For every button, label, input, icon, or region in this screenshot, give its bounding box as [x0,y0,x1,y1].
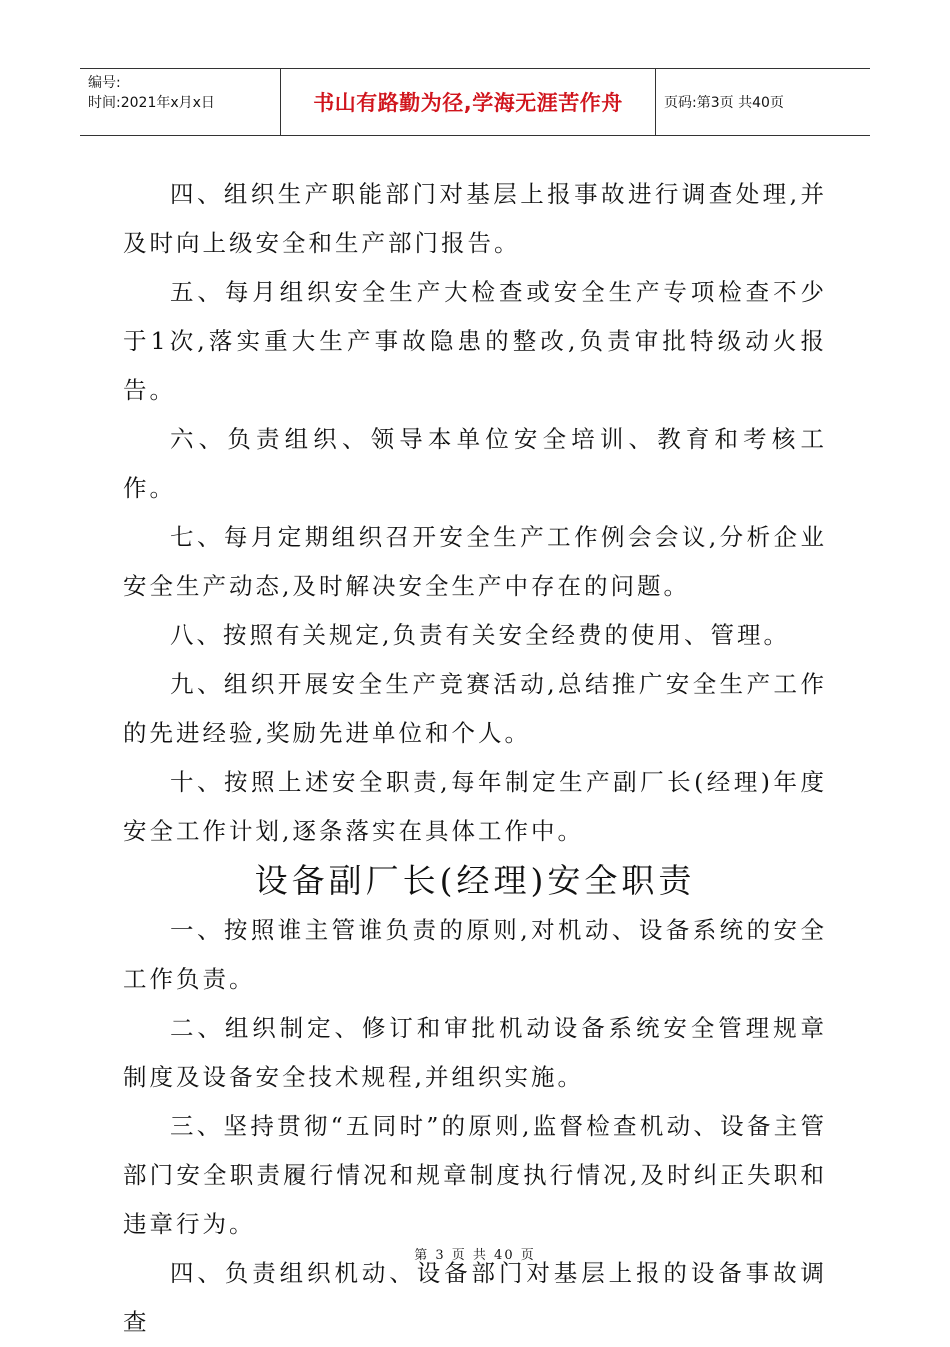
paragraph: 八、按照有关规定,负责有关安全经费的使用、管理。 [170,621,790,649]
header-meta [80,69,281,135]
paragraph: 三、坚持贯彻“五同时”的原则,监督检查机动、设备主管部门安全职责履行情况和规章制度执行情况,及时纠正失职和违章行为。 [123,1112,827,1238]
paragraph: 九、组织开展安全生产竞赛活动,总结推广安全生产工作的先进经验,奖励先进单位和个人。 [123,670,827,747]
paragraph: 七、每月定期组织召开安全生产工作例会会议,分析企业安全生产动态,及时解决安全生产中存在的问题。 [123,523,827,600]
paragraph: 四、负责组织机动、设备部门对基层上报的设备事故调查 [123,1259,827,1336]
document-body [123,170,827,1347]
section-title: 设备副厂长(经理)安全职责 [254,861,696,900]
paragraph: 二、组织制定、修订和审批机动设备系统安全管理规章制度及设备安全技术规程,并组织实施。 [123,1014,827,1091]
paragraph: 六、负责组织、领导本单位安全培训、教育和考核工作。 [123,425,827,502]
paragraph: 十、按照上述安全职责,每年制定生产副厂长(经理)年度安全工作计划,逐条落实在具体工作中。 [123,768,827,845]
document-time-label: 时间:2021年x月x日 [88,95,215,111]
document-number-label: 编号: [88,75,121,91]
paragraph: 一、按照谁主管谁负责的原则,对机动、设备系统的安全工作负责。 [123,916,827,993]
header-slogan: 书山有路勤为径,学海无涯苦作舟 [281,69,656,135]
document-header [80,68,870,136]
paragraph: 四、组织生产职能部门对基层上报事故进行调查处理,并及时向上级安全和生产部门报告。 [123,180,827,257]
header-page-info: 页码:第3页 共40页 [664,95,784,111]
page-footer: 第 3 页 共 40 页 [414,1248,536,1263]
paragraph: 五、每月组织安全生产大检查或安全生产专项检查不少于1次,落实重大生产事故隐患的整改,负责审批特级动火报告。 [123,278,827,404]
